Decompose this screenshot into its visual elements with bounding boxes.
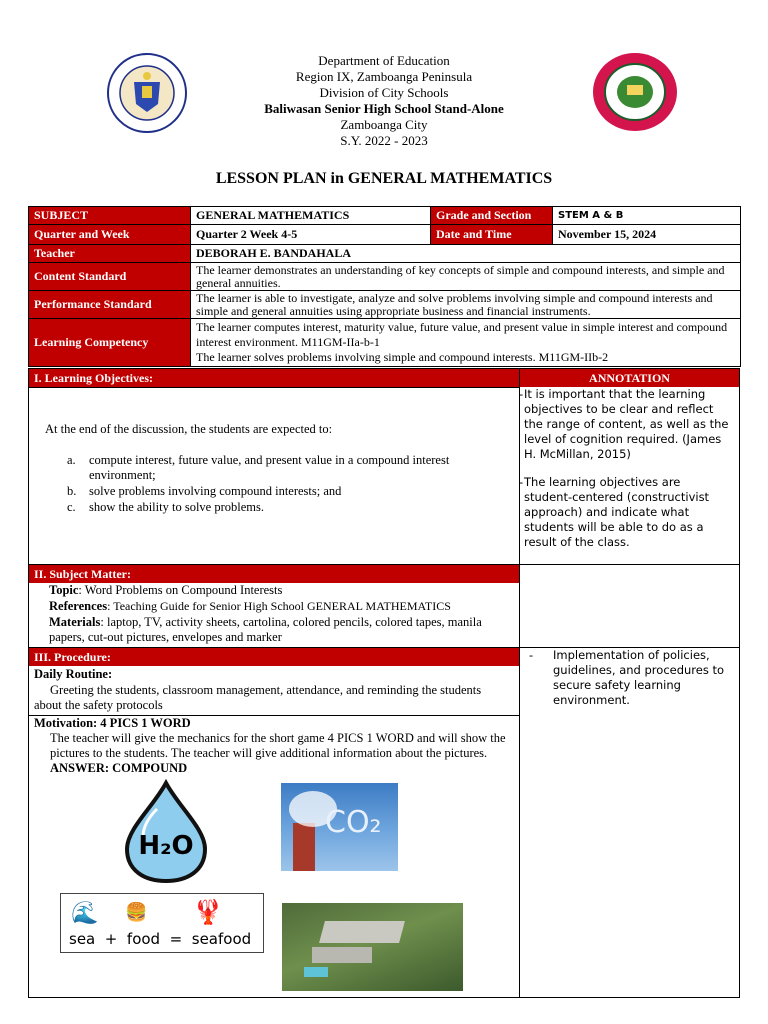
wave-icon: 🌊 [71, 900, 99, 925]
objective-a [67, 453, 507, 483]
pool [304, 967, 328, 977]
annotation-dash: - [519, 387, 524, 401]
objective-text: solve problems involving compound interests; and [89, 484, 342, 498]
teacher-value: DEBORAH E. BANDAHALA [191, 245, 741, 263]
co2-text: CO₂ [325, 805, 382, 840]
procedure-heading: III. Procedure: [29, 648, 519, 666]
h2o-text: H₂O [138, 831, 194, 861]
materials-value: : laptop, TV, activity sheets, cartolina, colored pencils, colored tapes, manila papers, cut-out pictures, envelopes and marker [49, 615, 482, 644]
performance-standard-value: The learner is able to investigate, analyze and solve problems involving simple and compound interests and simple and general annuities using appropriate business and financial instruments. [191, 291, 741, 319]
header-line-1: Department of Education [318, 53, 450, 68]
objective-letter: b. [67, 484, 77, 498]
competency-line-2: The learner solves problems involving simple and compound interests. M11GM-IIb-2 [196, 350, 609, 364]
objective-text: show the ability to solve problems. [89, 500, 264, 514]
annotation-2 [519, 475, 731, 550]
motivation-text [50, 731, 510, 776]
daily-routine-label: Daily Routine: [34, 667, 113, 681]
word-plus: + [104, 930, 118, 948]
annotation-1 [519, 387, 731, 462]
quarter-value: Quarter 2 Week 4-5 [191, 225, 431, 245]
page-title: LESSON PLAN in GENERAL MATHEMATICS [215, 170, 553, 187]
teacher-label: Teacher [29, 245, 191, 263]
content-standard-value: The learner demonstrates an understanding of key concepts of simple and compound interests, and simple and general annuities. [191, 263, 741, 291]
water-drop-picture [121, 779, 211, 885]
food-icon: 🍔 [125, 902, 148, 922]
topic-line [49, 583, 509, 598]
objectives-intro: At the end of the discussion, the students are expected to: [45, 422, 333, 436]
word-equals: = [169, 930, 183, 948]
compound-building-picture [282, 903, 463, 991]
school-year: S.Y. 2022 - 2023 [340, 133, 428, 148]
header-line-2: Region IX, Zamboanga Peninsula [295, 69, 473, 84]
references-line [49, 599, 519, 614]
annotation-text: It is important that the learning objectives to be clear and reflect the range of content, as well as the level of cognition required. (James H. McMillan, 2015) [524, 387, 729, 461]
word-seafood: seafood [191, 930, 252, 948]
seafood-equation [69, 930, 251, 948]
divider [29, 387, 519, 388]
lobster-icon: 🦞 [193, 900, 223, 926]
daily-routine-text: Greeting the students, classroom management, attendance, and reminding the students about the safety protocols [34, 683, 482, 712]
lesson-info-table [28, 206, 741, 367]
subject-matter-heading: II. Subject Matter: [29, 565, 519, 583]
annotation-dash: - [529, 648, 534, 662]
topic-label: Topic [49, 583, 79, 597]
co2-picture [281, 783, 398, 871]
procedure-annotation [529, 648, 734, 708]
column-divider [519, 369, 520, 997]
references-label: References [49, 599, 108, 613]
grade-value: STEM A & B [553, 207, 741, 225]
objectives-heading: I. Learning Objectives: [29, 369, 519, 387]
word-food: food [126, 930, 161, 948]
objective-letter: c. [67, 500, 76, 514]
grade-label: Grade and Section [431, 207, 553, 225]
materials-label: Materials [49, 615, 101, 629]
learning-competency-label: Learning Competency [29, 319, 191, 367]
date-value: November 15, 2024 [553, 225, 741, 245]
objective-b [67, 484, 507, 499]
school-seal-logo [592, 52, 678, 132]
seafood-picture [60, 893, 264, 953]
word-sea: sea [69, 930, 96, 948]
header-line-3: Division of City Schools [319, 85, 449, 100]
motivation-body: The teacher will give the mechanics for the short game 4 PICS 1 WORD and will show the pictures to the students. The teacher will give additional information about the pictures. [50, 731, 506, 760]
city: Zamboanga City [340, 117, 428, 132]
date-label: Date and Time [431, 225, 553, 245]
annotation-heading: ANNOTATION [520, 369, 739, 387]
content-standard-label: Content Standard [29, 263, 191, 291]
annotation-text: The learning objectives are student-centered (constructivist approach) and indicate what students will be able to do as a result of the class. [524, 475, 710, 549]
annotation-text: Implementation of policies, guidelines, and procedures to secure safety learning environment. [553, 648, 725, 707]
objective-c [67, 500, 507, 515]
school-name: Baliwasan Senior High School Stand-Alone [264, 101, 504, 116]
motivation-label: Motivation: 4 PICS 1 WORD [34, 716, 191, 730]
annotation-dash: - [519, 475, 524, 489]
competency-line-1: The learner computes interest, maturity value, future value, and present value in simple interest and compound interest environment. M11GM-IIa-b-1 [196, 320, 728, 349]
quarter-label: Quarter and Week [29, 225, 191, 245]
procedure-section [28, 368, 740, 998]
references-value: : Teaching Guide for Senior High School GENERAL MATHEMATICS [107, 599, 451, 613]
smoke-stack [293, 823, 315, 871]
answer-text: ANSWER: COMPOUND [50, 761, 188, 775]
subject-value: GENERAL MATHEMATICS [191, 207, 431, 225]
subject-label: SUBJECT [29, 207, 191, 225]
building-roof [319, 921, 405, 943]
topic-value: : Word Problems on Compound Interests [78, 583, 283, 597]
materials-line [49, 615, 499, 645]
building-wing [312, 947, 372, 963]
objective-letter: a. [67, 453, 76, 467]
learning-competency-value [191, 319, 741, 367]
performance-standard-label: Performance Standard [29, 291, 191, 319]
objective-text: compute interest, future value, and present value in a compound interest environment; [89, 453, 450, 482]
